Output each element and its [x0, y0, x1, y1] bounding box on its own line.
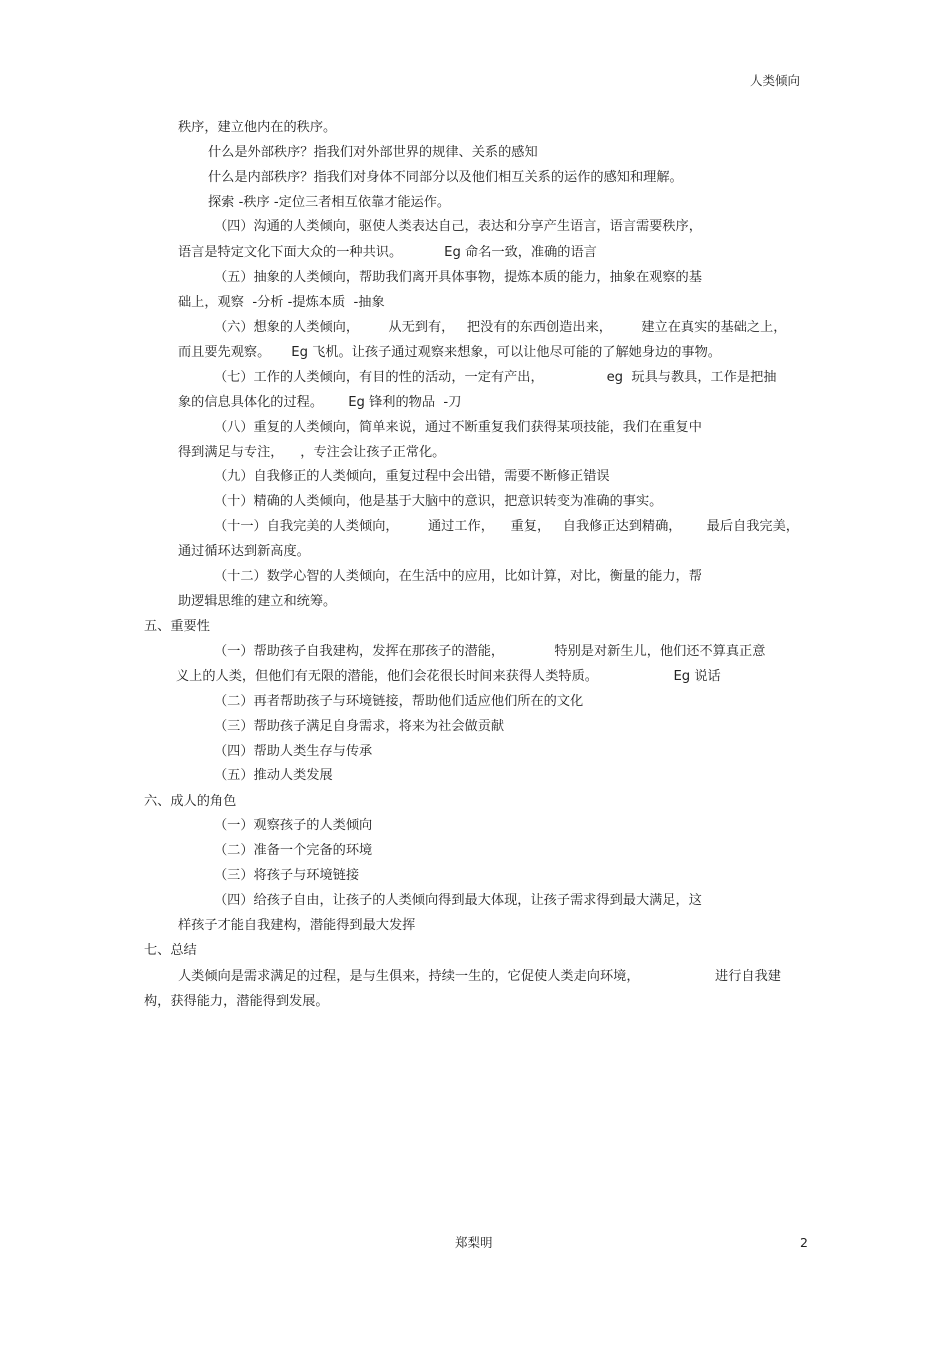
text-line: （八）重复的人类倾向，简单来说，通过不断重复我们获得某项技能，我们在重复中	[214, 420, 702, 435]
text-line: 什么是外部秩序？指我们对外部世界的规律、关系的感知	[208, 145, 538, 160]
text-line: 义上的人类，但他们有无限的潜能，他们会花很长时间来获得人类特质。 Eg 说话	[176, 669, 721, 684]
text-line: （二）再者帮助孩子与环境链接，帮助他们适应他们所在的文化	[214, 694, 584, 709]
page-header-title: 人类倾向	[749, 73, 800, 88]
text-line: 础上，观察 -分析 -提炼本质 -抽象	[178, 295, 385, 310]
section-heading: 五、重要性	[144, 619, 210, 634]
text-line: 什么是内部秩序？指我们对身体不同部分以及他们相互关系的运作的感知和理解。	[208, 170, 683, 185]
text-line: （三）将孩子与环境链接	[214, 868, 360, 883]
text-line: 得到满足与专注， ，专注会让孩子正常化。	[178, 445, 446, 460]
text-line: （五）抽象的人类倾向，帮助我们离开具体事物，提炼本质的能力，抽象在观察的基	[214, 270, 702, 285]
text-line: 通过循环达到新高度。	[178, 544, 310, 559]
text-line: （一）观察孩子的人类倾向	[214, 818, 373, 833]
text-line: （四）沟通的人类倾向，驱使人类表达自己，表达和分享产生语言，语言需要秩序，	[214, 219, 702, 234]
text-line: （十二）数学心智的人类倾向，在生活中的应用，比如计算，对比，衡量的能力，帮	[214, 569, 702, 584]
text-line: （五）推动人类发展	[214, 768, 333, 783]
text-line: 人类倾向是需求满足的过程，是与生俱来，持续一生的，它促使人类走向环境， 进行自我建	[178, 969, 781, 984]
text-line: （十）精确的人类倾向，他是基于大脑中的意识，把意识转变为准确的事实。	[214, 494, 663, 509]
text-line: （七）工作的人类倾向，有目的性的活动，一定有产出， eg 玩具与教具，工作是把抽	[214, 370, 777, 385]
text-line: 象的信息具体化的过程。 Eg 锋利的物品 -刀	[178, 395, 462, 410]
text-line: 样孩子才能自我建构，潜能得到最大发挥	[178, 918, 416, 933]
page-number: 2	[800, 1235, 808, 1250]
text-line: 秩序，建立他内在的秩序。	[178, 120, 337, 135]
text-line: （四）给孩子自由，让孩子的人类倾向得到最大体现，让孩子需求得到最大满足，这	[214, 893, 702, 908]
section-heading: 六、成人的角色	[144, 794, 237, 809]
text-line: （三）帮助孩子满足自身需求，将来为社会做贡献	[214, 719, 505, 734]
text-line: （一）帮助孩子自我建构，发挥在那孩子的潜能， 特别是对新生儿，他们还不算真正意	[214, 644, 766, 659]
footer-author: 郑梨明	[455, 1235, 493, 1250]
text-line: （九）自我修正的人类倾向，重复过程中会出错，需要不断修正错误	[214, 469, 610, 484]
text-line: （十一）自我完美的人类倾向， 通过工作， 重复， 自我修正达到精确， 最后自我完美，	[214, 519, 799, 534]
text-line: （四）帮助人类生存与传承	[214, 744, 373, 759]
text-line: 语言是特定文化下面大众的一种共识。 Eg 命名一致，准确的语言	[178, 245, 597, 260]
text-line: 探索 -秩序 -定位三者相互依靠才能运作。	[208, 195, 451, 210]
text-line: （六）想象的人类倾向， 从无到有， 把没有的东西创造出来， 建立在真实的基础之上，	[214, 320, 787, 335]
text-line: 助逻辑思维的建立和统筹。	[178, 594, 337, 609]
text-line: （二）准备一个完备的环境	[214, 843, 373, 858]
text-line: 构，获得能力，潜能得到发展。	[144, 994, 329, 1009]
text-line: 而且要先观察。 Eg 飞机。让孩子通过观察来想象，可以让他尽可能的了解她身边的事物。	[178, 345, 721, 360]
section-heading: 七、总结	[144, 943, 197, 958]
